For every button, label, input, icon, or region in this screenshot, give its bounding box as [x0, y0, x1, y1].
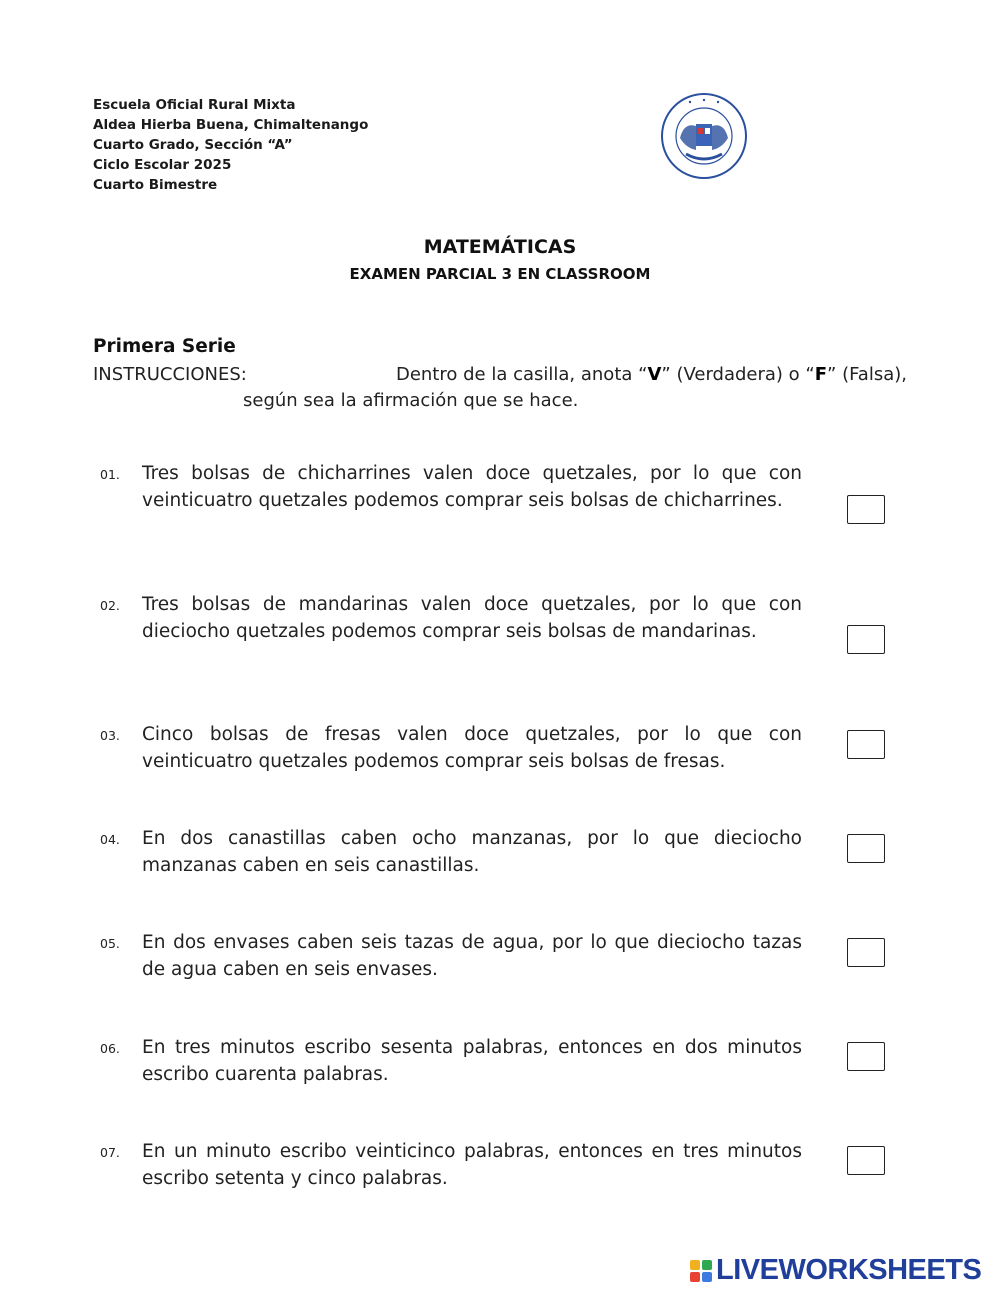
instructions-line2: según sea la afirmación que se hace.	[243, 390, 579, 411]
school-location: Aldea Hierba Buena, Chimaltenango	[93, 117, 369, 133]
subject-title: MATEMÁTICAS	[423, 236, 577, 258]
instructions-text: Dentro de la casilla, anota “V” (Verdadera) o “F” (Falsa),	[395, 364, 907, 385]
question-text: Cinco bolsas de fresas valen doce quetzales, por lo que con veinticuatro quetzales podemos comprar seis bolsas de fresas.	[142, 724, 802, 772]
series-heading: Primera Serie	[93, 336, 236, 357]
liveworksheets-logo	[690, 1254, 981, 1287]
answer-box[interactable]	[847, 938, 885, 967]
question-number: 05.	[100, 936, 120, 951]
answer-box[interactable]	[847, 625, 885, 654]
school-year: Ciclo Escolar 2025	[93, 157, 232, 173]
answer-box[interactable]	[847, 1146, 885, 1175]
term: Cuarto Bimestre	[93, 177, 218, 193]
liveworksheets-grid-icon	[690, 1260, 712, 1282]
instructions	[93, 362, 907, 414]
question-text: En dos canastillas caben ocho manzanas, por lo que dieciocho manzanas caben en seis canastillas.	[142, 828, 802, 876]
exam-subtitle: EXAMEN PARCIAL 3 EN CLASSROOM	[349, 265, 651, 283]
school-info	[93, 95, 368, 195]
question-number: 01.	[100, 467, 120, 482]
question-text: En un minuto escribo veinticinco palabras, entonces en tres minutos escribo setenta y cinco palabras.	[142, 1141, 802, 1189]
question-number: 06.	[100, 1041, 120, 1056]
question-text: En dos envases caben seis tazas de agua, por lo que dieciocho tazas de agua caben en seis envases.	[142, 932, 802, 980]
answer-box[interactable]	[847, 834, 885, 863]
question-number: 03.	[100, 728, 120, 743]
question-number: 07.	[100, 1145, 120, 1160]
school-name: Escuela Oficial Rural Mixta	[93, 97, 296, 113]
question-text: Tres bolsas de mandarinas valen doce quetzales, por lo que con dieciocho quetzales podemos comprar seis bolsas de mandarinas.	[142, 594, 802, 642]
instructions-label: INSTRUCCIONES:	[93, 364, 247, 385]
school-seal-logo	[660, 92, 748, 180]
question-text: En tres minutos escribo sesenta palabras, entonces en dos minutos escribo cuarenta palabras.	[142, 1037, 802, 1085]
answer-box[interactable]	[847, 495, 885, 524]
answer-box[interactable]	[847, 730, 885, 759]
liveworksheets-wordmark: LIVEWORKSHEETS	[716, 1254, 982, 1286]
question-number: 04.	[100, 832, 120, 847]
question-text: Tres bolsas de chicharrines valen doce quetzales, por lo que con veinticuatro quetzales podemos comprar seis bolsas de chicharrines.	[142, 463, 802, 511]
answer-box[interactable]	[847, 1042, 885, 1071]
question-number: 02.	[100, 598, 120, 613]
grade-section: Cuarto Grado, Sección “A”	[93, 137, 293, 153]
